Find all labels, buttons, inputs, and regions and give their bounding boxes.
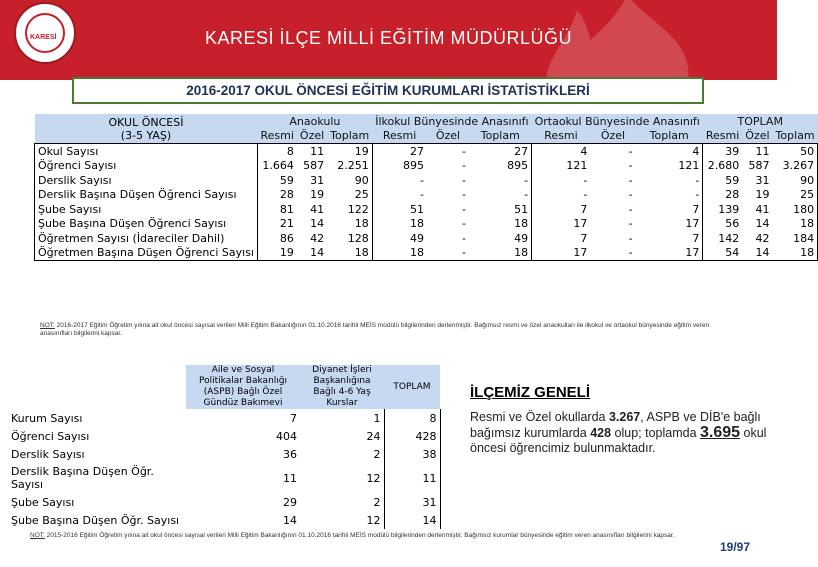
table-cell: - [628, 173, 633, 187]
header-banner [0, 0, 777, 80]
table-cell: 24 [366, 429, 381, 443]
table-cell: 54 [703, 246, 742, 261]
table-cell: - [462, 217, 466, 231]
row-label: Şube Başına Düşen Öğr. Sayısı [11, 513, 180, 527]
table-cell: 21 [279, 217, 294, 231]
row-label: Öğrenci Sayısı [11, 429, 90, 443]
sub-header: Özel [297, 129, 327, 144]
sub-header: Toplam [327, 129, 372, 144]
table-cell: 41 [755, 202, 770, 216]
meb-logo: KARESİ [14, 2, 76, 64]
table-cell: 11 [283, 471, 297, 485]
table-cell: 19 [327, 144, 372, 159]
table-cell: 11 [297, 144, 327, 159]
table-cell: - [419, 188, 424, 202]
table-cell: 18 [327, 246, 372, 261]
table-cell: 12 [366, 471, 381, 485]
table-cell: 895 [469, 159, 532, 174]
table-cell: 19 [755, 188, 770, 202]
sub-header: Toplam [636, 129, 703, 144]
sub-header: Resmi [372, 129, 427, 144]
table-cell: 14 [283, 513, 297, 527]
table-cell: 51 [409, 202, 424, 216]
col-header: Diyanet İşleri Başkanlığına Bağlı 4-6 Yaş Kurslar [300, 365, 384, 409]
table-cell: - [628, 188, 633, 202]
table-cell: - [469, 188, 532, 203]
table-cell: 59 [725, 173, 740, 187]
corner-empty [8, 365, 186, 409]
table-cell: - [427, 144, 469, 159]
table-row [8, 463, 440, 493]
sub-header: Resmi [532, 129, 591, 144]
table-cell: 587 [748, 159, 770, 173]
table-cell: - [590, 144, 635, 159]
table-cell: - [462, 202, 466, 216]
table-cell: - [628, 159, 633, 173]
col-header: Aile ve Sosyal Politikalar Bakanlığı (ASPB) Bağlı Özel Gündüz Bakımevi [186, 365, 300, 409]
col-header: TOPLAM [384, 365, 440, 409]
table-cell: 90 [773, 173, 818, 188]
table-cell: 18 [469, 217, 532, 232]
sub-header: Özel [427, 129, 469, 144]
footnote-1: NOT: 2016-2017 Eğitim Öğretim yılına ait okul öncesi sayısal verileri Milli Eğitim Bakanlığının 01.10.2016 tarihli MEİS modülü bilgilerinden derlenmiştir. Bağımsız resmi ve özel anaokulları ile ilkokul ve ortaokul bünyesinde eğitim veren anasınıfları bilgilerini kapsar. [40, 322, 710, 337]
table-cell: 4 [532, 144, 591, 159]
table-cell: 11 [384, 463, 440, 493]
table-cell: 12 [366, 513, 381, 527]
table-row [35, 246, 818, 261]
row-label: Derslik Başına Düşen Öğrenci Sayısı [35, 188, 258, 203]
table-cell: 86 [279, 231, 294, 245]
group-header: Anaokulu [257, 114, 372, 129]
table-cell: - [469, 173, 532, 188]
row-label: Derslik Sayısı [35, 173, 258, 188]
table-cell: 81 [279, 202, 294, 216]
table-cell: 17 [636, 217, 703, 232]
table-cell: - [419, 173, 424, 187]
sub-header: Resmi [257, 129, 296, 144]
table-cell: 51 [469, 202, 532, 217]
table-row [8, 409, 440, 427]
row-label: Okul Sayısı [35, 144, 258, 159]
table-cell: 25 [327, 188, 372, 203]
table-row [8, 427, 440, 445]
table-row [35, 217, 818, 232]
row-label: Öğretmen Başına Düşen Öğrenci Sayısı [35, 246, 258, 261]
table-cell: 8 [384, 409, 440, 427]
table-row [8, 445, 440, 463]
table-cell: 121 [636, 159, 703, 174]
row-label: Şube Başına Düşen Öğrenci Sayısı [35, 217, 258, 232]
table-row [35, 188, 818, 203]
table-cell: 31 [755, 173, 770, 187]
table-cell: - [636, 188, 703, 203]
table-cell: 8 [257, 144, 296, 159]
group-header: TOPLAM [703, 114, 818, 129]
table-cell: 90 [327, 173, 372, 188]
table-cell: - [628, 202, 633, 216]
table-cell: 142 [718, 231, 740, 245]
row-label: Derslik Başına Düşen Öğr. Sayısı [11, 465, 154, 491]
table-row [35, 173, 818, 188]
table-cell: 29 [283, 495, 297, 509]
district-summary-title: İLÇEMİZ GENELİ [470, 384, 590, 401]
table-cell: 7 [580, 231, 588, 245]
footnote-2: NOT: 2015-2016 Eğitim Öğretim yılına ait okul öncesi sayısal verileri Milli Eğitim Bakanlığının 01.10.2016 tarihli MEİS modülü bilgilerinden derlenmiştir. Bağımsız kurumlar bünyesinde eğitim veren anasınıfları bilgilerini kapsar. [30, 532, 675, 539]
table-cell: - [462, 231, 466, 245]
table-cell: 18 [327, 217, 372, 232]
table-cell: 2 [373, 447, 381, 461]
table-cell: 17 [573, 217, 588, 231]
independent-institutions-table [8, 365, 441, 529]
table-cell: 31 [384, 493, 440, 511]
table-cell: 7 [636, 202, 703, 217]
table-cell: 50 [773, 144, 818, 159]
table-cell: - [427, 246, 469, 261]
table-cell: 11 [742, 144, 772, 159]
table-cell: - [462, 173, 466, 187]
section-title: 2016-2017 OKUL ÖNCESİ EĞİTİM KURUMLARI İSTATİSTİKLERİ [72, 77, 704, 104]
table-cell: 18 [773, 246, 818, 261]
table-cell: 139 [718, 202, 740, 216]
table-cell: 1.664 [262, 159, 294, 173]
row-label: Şube Sayısı [35, 202, 258, 217]
sub-header: Özel [590, 129, 635, 144]
table-row [35, 144, 818, 159]
corner-header: OKUL ÖNCESİ (3-5 YAŞ) [35, 114, 258, 144]
table-cell: 2.251 [327, 159, 372, 174]
table-cell: - [462, 188, 466, 202]
table-cell: 36 [283, 447, 297, 461]
table-cell: 895 [402, 159, 424, 173]
table-cell: 18 [469, 246, 532, 261]
table-cell: 121 [566, 159, 588, 173]
table-cell: 404 [276, 429, 297, 443]
table-cell: 14 [755, 217, 770, 231]
table-cell: 14 [384, 511, 440, 529]
row-label: Öğretmen Sayısı (İdareciler Dahil) [35, 231, 258, 246]
table-cell: 59 [279, 173, 294, 187]
table-cell: 17 [532, 246, 591, 261]
table-cell: 14 [310, 217, 325, 231]
row-label: Kurum Sayısı [11, 411, 83, 425]
district-summary-text: Resmi ve Özel okullarda 3.267, ASPB ve DİB'e bağlı bağımsız kurumlarda 428 olup; toplamda 3.695 okul öncesi öğrencimiz bulunmaktadır. [470, 410, 767, 455]
table-cell: - [590, 246, 635, 261]
table-cell: 180 [773, 202, 818, 217]
table-cell: 18 [773, 217, 818, 232]
table-cell: 27 [372, 144, 427, 159]
table-cell: 7 [290, 411, 297, 425]
table-row [35, 231, 818, 246]
table-cell: 31 [310, 173, 325, 187]
table-cell: 2 [373, 495, 381, 509]
table-cell: 39 [703, 144, 742, 159]
table-cell: 27 [469, 144, 532, 159]
sub-header: Resmi [703, 129, 742, 144]
table-cell: - [628, 231, 633, 245]
table-cell: 7 [580, 202, 588, 216]
row-label: Derslik Sayısı [11, 447, 85, 461]
table-cell: 184 [773, 231, 818, 246]
table-cell: 4 [636, 144, 703, 159]
table-row [8, 493, 440, 511]
page-title: KARESİ İLÇE MİLLİ EĞİTİM MÜDÜRLÜĞÜ [204, 28, 573, 48]
table-cell: 38 [384, 445, 440, 463]
row-label: Şube Sayısı [11, 495, 75, 509]
table-row [8, 511, 440, 529]
table-cell: 49 [409, 231, 424, 245]
table-cell: 7 [636, 231, 703, 246]
table-cell: - [462, 159, 466, 173]
table-cell: 19 [310, 188, 325, 202]
table-cell: 14 [742, 246, 772, 261]
table-cell: 128 [327, 231, 372, 246]
table-cell: - [628, 217, 633, 231]
table-cell: 17 [636, 246, 703, 261]
table-cell: 28 [725, 188, 740, 202]
preschool-stats-table [34, 114, 818, 261]
table-cell: 587 [303, 159, 325, 173]
row-label: Öğrenci Sayısı [35, 159, 258, 174]
table-cell: 14 [297, 246, 327, 261]
table-cell: 122 [327, 202, 372, 217]
table-cell: 18 [409, 217, 424, 231]
table-cell: 18 [372, 246, 427, 261]
table-cell: 28 [279, 188, 294, 202]
table-cell: 2.680 [707, 159, 740, 173]
table-cell: 41 [310, 202, 325, 216]
table-cell: 49 [469, 231, 532, 246]
table-cell: 3.267 [773, 159, 818, 174]
sub-header: Toplam [773, 129, 818, 144]
sub-header: Toplam [469, 129, 532, 144]
table-cell: 19 [257, 246, 296, 261]
table-cell: 42 [310, 231, 325, 245]
group-header: Ortaokul Bünyesinde Anasınıfı [532, 114, 703, 129]
sub-header: Özel [742, 129, 772, 144]
table-cell: 56 [725, 217, 740, 231]
table-row [35, 159, 818, 174]
table-cell: - [583, 173, 588, 187]
table-cell: 42 [755, 231, 770, 245]
table-row [35, 202, 818, 217]
table-cell: 428 [384, 427, 440, 445]
group-header: İlkokul Bünyesinde Anasınıfı [372, 114, 531, 129]
table-cell: 1 [373, 411, 381, 425]
table-cell: 25 [773, 188, 818, 203]
table-cell: - [636, 173, 703, 188]
table-cell: - [583, 188, 588, 202]
page-number: 19/97 [720, 540, 751, 554]
